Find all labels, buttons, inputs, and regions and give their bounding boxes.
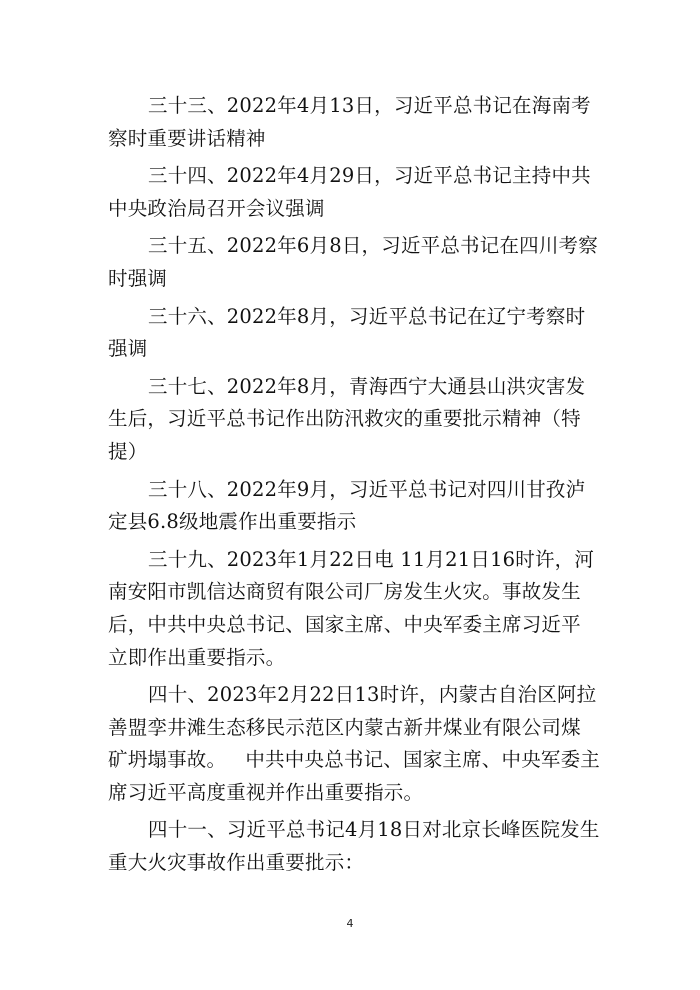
paragraph-33: 三十三、2022年4月13日，习近平总书记在海南考察时重要讲话精神 — [108, 94, 591, 150]
paragraph-36: 三十六、2022年8月，习近平总书记在辽宁考察时强调 — [108, 304, 586, 361]
document-body — [108, 90, 600, 885]
paragraph-40: 四十、2023年2月22日13时许，内蒙古自治区阿拉善盟孪井滩生态移民示范区内蒙古新井煤业有限公司煤矿坍塌事故。 中共中央总书记、国家主席、中央军委主席习近平高度重视并作出重要指示。 — [108, 683, 600, 804]
paragraph-41: 四十一、习近平总书记4月18日对北京长峰医院发生重大火灾事故作出重要批示： — [108, 818, 600, 875]
paragraph-37: 三十七、2022年8月，青海西宁大通县山洪灾害发生后，习近平总书记作出防汛救灾的重要批示精神（特提） — [108, 374, 586, 463]
paragraph-35: 三十五、2022年6月8日，习近平总书记在四川考察时强调 — [108, 234, 598, 290]
page-number: 4 — [346, 917, 354, 930]
paragraph-39: 三十九、2023年1月22日电 11月21日16时许，河南安阳市凯信达商贸有限公司厂房发生火灾。事故发生后，中共中央总书记、国家主席、中央军委主席习近平立即作出重要指示。 — [108, 547, 595, 669]
paragraph-34: 三十四、2022年4月29日，习近平总书记主持中共中央政治局召开会议强调 — [108, 164, 591, 220]
paragraph-38: 三十八、2022年9月，习近平总书记对四川甘孜泸定县6.8级地震作出重要指示 — [108, 477, 586, 534]
